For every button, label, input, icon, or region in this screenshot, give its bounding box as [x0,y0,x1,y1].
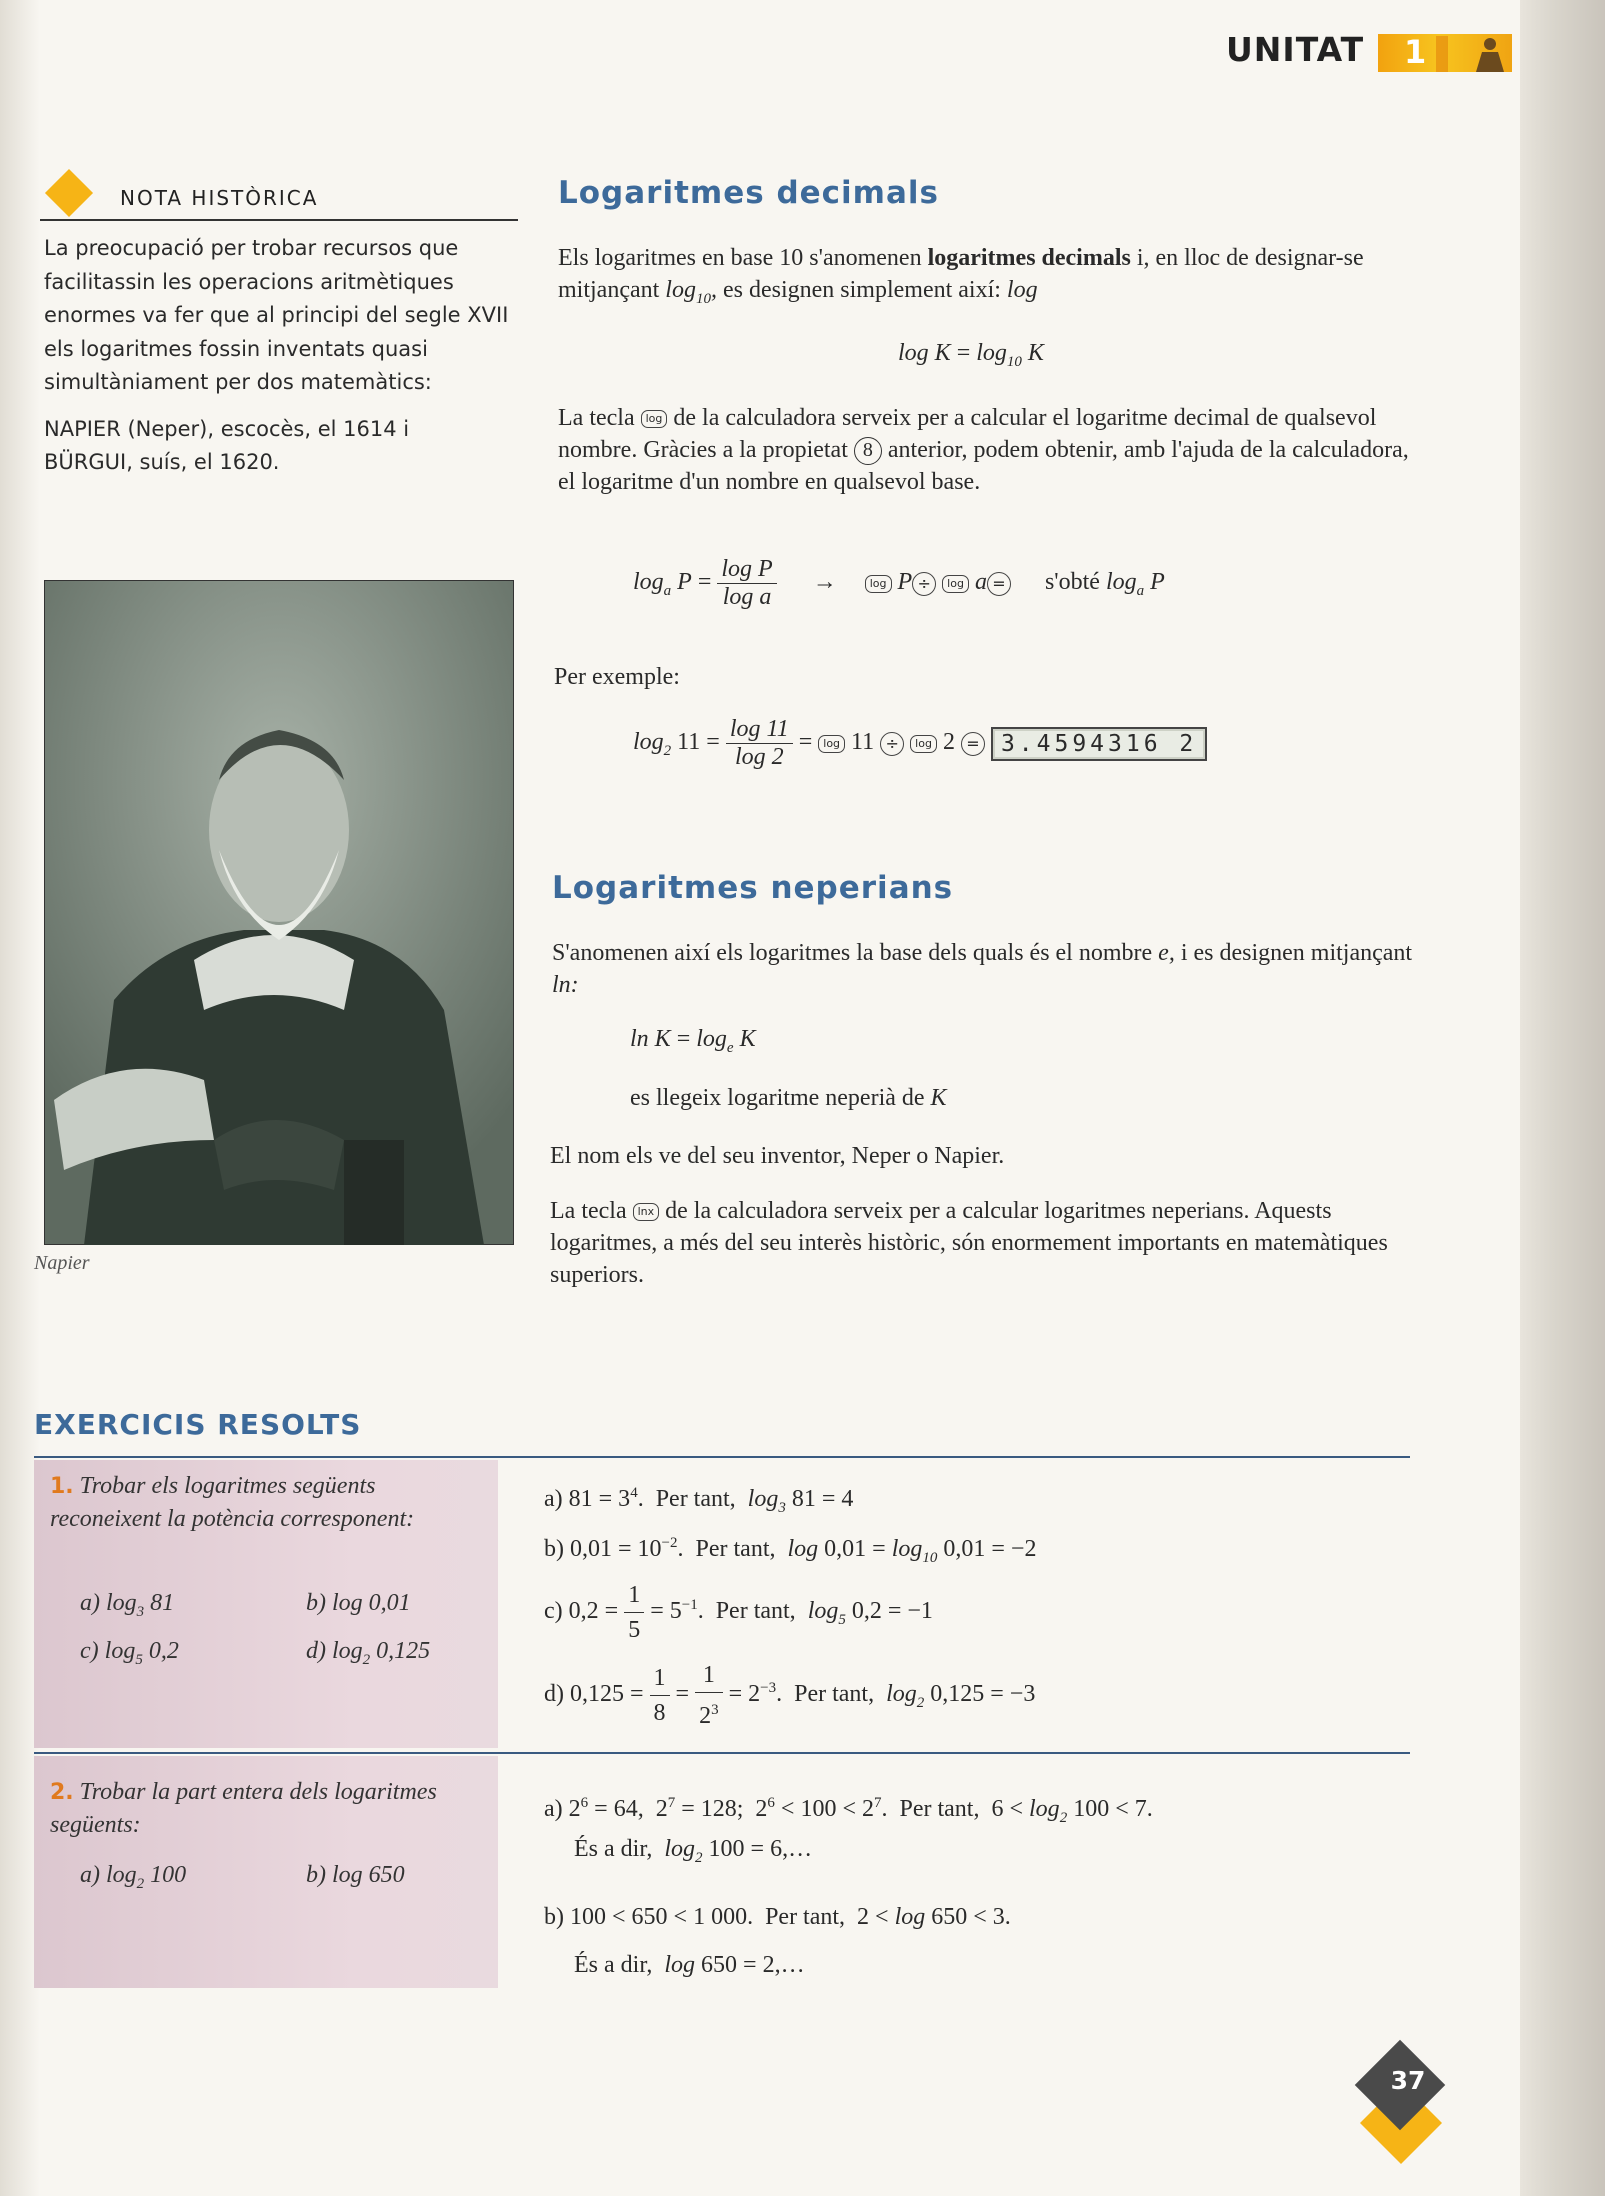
ln-reading-text: es llegeix logaritme neperià de [630,1085,925,1111]
tecla-log-paragraph [558,402,1428,498]
exercise2-sol-b: b) 100 < 650 < 1 000. Per tant, 2 < log 650 < 3. [544,1904,1011,1930]
exercise1-sol-c: c) 0,2 = $\frac{1}{5}$ = $5^{-1}$. Per tant, $\log_5 0,2 = -1$ [544,1578,933,1647]
sidebar-rule [40,219,518,221]
tecla-lnx-text: de la calculadora serveix per a calcular logaritmes neperians. Aquests logaritmes, a més del seu interès històric, són enormement importants en matemàtiques superiors. [550,1198,1388,1288]
exercise1-opt-d: d) $\log_2 0,125$ [306,1638,431,1668]
example-num: log 11 [726,716,793,744]
formula-lhs: log K [898,340,951,366]
section-title-neperians: Logaritmes neperians [552,870,954,906]
ln-lhs: ln K [630,1026,671,1052]
log-key-icon: log [865,575,892,593]
exercise2-sol-a2: És a dir, $\log_2 100$ = 6,… [574,1836,813,1866]
ln-formula: $\ln K = \log_e K$ [630,1026,756,1056]
exercise1-number: 1. [50,1474,74,1499]
exercise2-text: Trobar la part entera dels logaritmes següents: [50,1779,437,1838]
exercise2-opt-b: b) log 650 [306,1862,405,1888]
exercises-title: EXERCICIS RESOLTS [34,1408,362,1441]
decimals-intro [558,242,1428,315]
formula-sub: 10 [1006,353,1022,370]
nep-ln: ln: [552,972,579,998]
exercise1-sol-a: a) $81 = 3^4$. Per tant, $\log_3 81 = 4$ [544,1485,854,1516]
tecla-lnx-paragraph [550,1195,1430,1291]
unit-number: 1 [1404,33,1427,71]
nep-e: e, [1158,940,1175,966]
exercise1-opt-c: c) $\log_5 0,2$ [80,1638,179,1668]
change-base-fraction [717,556,776,611]
divide-key-icon: ÷ [880,732,904,756]
lnx-key-icon: lnx [633,1203,660,1221]
exercise1-text: Trobar els logaritmes següents reconeixent la potència corresponent: [50,1473,415,1532]
exercise1-question [50,1470,480,1536]
example-fraction [726,716,793,771]
exercise1-sol-d: d) 0,125 = $\frac{1}{8}$ = $\frac{1}{2^3}$ = $2^{-3}$. Per tant, $\log_2 0,125 = -3$ [544,1658,1035,1733]
intro-bold: logaritmes decimals [927,245,1131,271]
exercise1-panel [34,1460,498,1748]
log-key-icon: log [942,575,969,593]
unit-label: UNITAT [1226,30,1365,69]
intro-text: Els logaritmes en base 10 s'anomenen [558,245,922,271]
page-number: 37 [1390,2066,1426,2095]
exercise1-opt-a: a) $\log_3 81$ [80,1590,175,1620]
sidebar-paragraph: La preocupació per trobar recursos que facilitassin les operacions aritmètiques enormes va fer que al principi del segle XVII els logaritmes fossin inventats quasi simultàniament per dos matemàtics: [44,236,509,394]
nep-intro: S'anomenen així els logaritmes la base dels quals és el nombre [552,940,1153,966]
decimal-formula [898,340,1044,371]
exercise1-sol-b: b) $0,01 = 10^{-2}$. Per tant, $\log 0,01 = \log_{10} 0,01 = -2$ [544,1535,1037,1566]
log10-term: $\log_{10}$, [665,277,717,307]
change-num: log P [717,556,776,584]
exercise2-rule [34,1752,1410,1754]
log-key-icon: log [818,735,845,753]
equals-key-icon: = [987,572,1011,596]
intro-text-3: es designen simplement així: [722,277,1001,303]
napier-origin: El nom els ve del seu inventor, Neper o Napier. [550,1143,1005,1169]
equals-key-icon: = [961,732,985,756]
exercise2-panel [34,1756,498,1988]
arrow-icon: → [812,569,837,596]
example-den: log 2 [734,744,784,770]
change-den: log a [722,584,772,610]
exercise2-question [50,1776,480,1842]
sidebar-napier: NAPIER (Neper), escocès, el 1614 i [44,416,410,441]
log-key-icon: log [641,410,668,428]
portrait-caption: Napier [34,1252,90,1274]
log-term: log [1006,277,1038,303]
neperians-intro [552,937,1432,1001]
page-edge-shade [1520,0,1605,2196]
tecla-text: de la calculadora serveix per a calcular el logaritme decimal de qualsevol nombre. Gràcies a la propietat [558,405,1377,463]
exercise2-sol-b2: És a dir, log 650 = 2,… [574,1952,805,1978]
example-formula: $\log_2 11$ = $\frac{\log 11}{\log 2}$ = log 11 ÷ log 2 = 3.4594316 2 [633,716,1207,771]
exercise2-sol-a: a) $2^6 = 64$, $2^7 = 128$; $2^6 < 100 < 2^7$. Per tant, $6 < \log_2 100 < 7$. [544,1795,1153,1826]
tecla-text-2: anterior, podem obtenir, amb l'ajuda de la calculadora, el logaritme d'un nombre en qualsevol base. [558,437,1409,495]
exercise1-opt-b: b) log 0,01 [306,1590,411,1616]
exercise2-number: 2. [50,1780,74,1805]
log-key-icon: log [910,735,937,753]
sidebar-title: NOTA HISTÒRICA [120,186,319,210]
ln-reading: es llegeix logaritme neperià de K [630,1085,947,1111]
formula-var: K [1027,340,1044,366]
napier-portrait [44,580,514,1245]
nep-intro-2: i es designen mitjançant [1180,940,1413,966]
formula-rhs: log [976,340,1007,366]
property-number: 8 [854,437,882,465]
example-label: Per exemple: [554,664,680,690]
diamond-icon [45,169,93,217]
exercises-rule [34,1456,1410,1458]
tecla-pre: La tecla [558,405,635,431]
divide-key-icon: ÷ [912,572,936,596]
formula-eq: = [956,340,971,366]
tecla-lnx-pre: La tecla [550,1198,627,1224]
calculator-display: 3.4594316 2 [991,727,1207,761]
exercise2-opt-a: a) $\log_2 100$ [80,1862,187,1892]
sidebar-burgui: BÜRGUI, suís, el 1620. [44,450,280,474]
intro-text-2: i, en lloc de designar-se mitjançant [558,245,1364,303]
section-title-decimals: Logaritmes decimals [558,175,939,211]
sidebar-text [44,232,522,480]
change-base-formula: $\log_a P$ = $\frac{\text{log P}}{\text{log a}}$ → log P ÷ log a = s'obté $\log_a P$ [633,556,1165,610]
obte-text: s'obté [1044,569,1100,596]
unit-banner [1378,34,1512,72]
